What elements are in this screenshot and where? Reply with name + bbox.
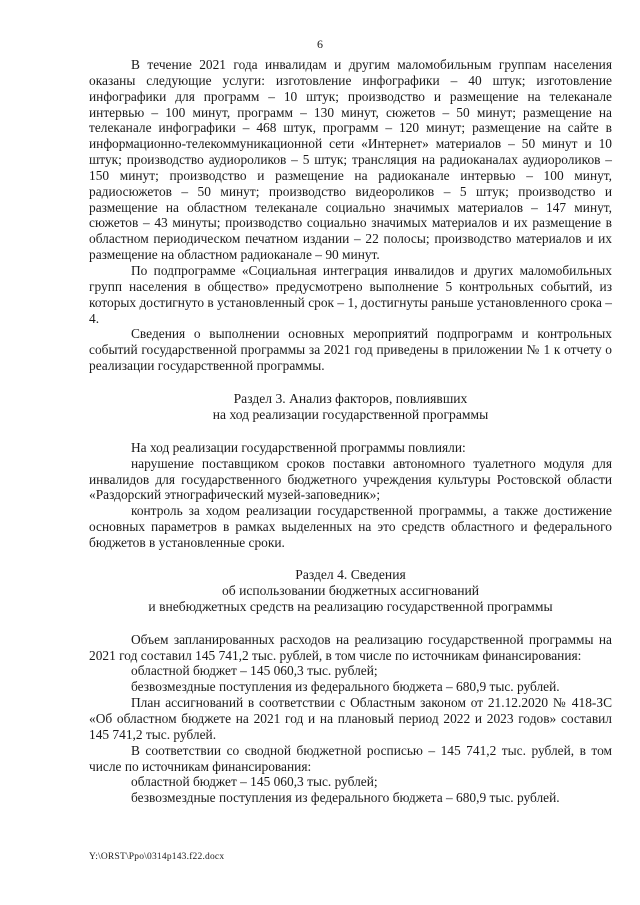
spacer: [89, 615, 612, 632]
section-3-title-line-1: Раздел 3. Анализ факторов, повлиявших: [233, 390, 468, 406]
spacer: [89, 374, 612, 391]
section-4-paragraph-federal-transfers-2: безвозмездные поступления из федерального бюджета – 680,9 тыс. рублей.: [131, 790, 560, 806]
paragraph-appendix-reference: Сведения о выполнении основных мероприятий подпрограмм и контрольных событий государственной программы за 2021 год приведены в приложении № 1 к отчету о реализации государственной программы.: [89, 326, 612, 374]
section-4-paragraph-regional-budget: областной бюджет – 145 060,3 тыс. рублей;: [131, 663, 378, 679]
section-4-title-line-1: Раздел 4. Сведения: [295, 566, 406, 582]
section-4-paragraph-allocation-plan: План ассигнований в соответствии с Областным законом от 21.12.2020 № 418-ЗС «Об областном бюджете на 2021 год и на плановый период 2022 и 2023 годов» составил 145 741,2 тыс. рублей.: [89, 695, 612, 742]
footer-file-path: Y:\ORST\Ppo\0314p143.f22.docx: [89, 852, 225, 862]
section-4-heading: [89, 567, 612, 615]
section-3-title-line-2: на ход реализации государственной программы: [212, 406, 489, 422]
section-4-paragraph-budget-schedule: В соответствии со сводной бюджетной росписью – 145 741,2 тыс. рублей, в том числе по источникам финансирования:: [89, 742, 612, 774]
section-4-paragraph-regional-budget-2: областной бюджет – 145 060,3 тыс. рублей;: [131, 774, 378, 790]
spacer: [89, 423, 612, 440]
section-3-paragraph-supplier-violation: нарушение поставщиком сроков поставки автономного туалетного модуля для инвалидов для государственного бюджетного учреждения культуры Ростовской области «Раздорский этнографический музей-заповедник»;: [89, 455, 612, 503]
section-3-heading: [89, 391, 612, 423]
section-4-title-line-2: об использовании бюджетных ассигнований: [221, 582, 480, 598]
page-number: 6: [317, 37, 323, 51]
paragraph-subprogram-events: По подпрограмме «Социальная интеграция инвалидов и других маломобильных групп населения в общество» предусмотрено выполнение 5 контрольных событий, из которых достигнуто в установленный срок – 1, достигнуты раньше установленного срока – 4.: [89, 262, 612, 326]
section-4-paragraph-planned-expenses: Объем запланированных расходов на реализацию государственной программы на 2021 год составил 145 741,2 тыс. рублей, в том числе по источникам финансирования:: [89, 631, 612, 663]
section-3-paragraph-control: контроль за ходом реализации государственной программы, а также достижение основных параметров в рамках выделенных на это средств областного и федерального бюджетов в установленные сроки.: [89, 503, 612, 550]
section-4-paragraph-federal-transfers: безвозмездные поступления из федерального бюджета – 680,9 тыс. рублей.: [131, 679, 560, 695]
paragraph-services-2021: В течение 2021 года инвалидам и другим маломобильным группам населения оказаны следующие услуги: изготовление инфографики – 40 штук; изготовление инфографики для программ – 10 штук; производство и размещение на телеканале интервью – 100 минут, программ – 130 минут, сюжетов – 50 минут; размещение на телеканале инфографики – 468 штук, программ – 120 минут; размещение на сайте в информационно-телекоммуникационной сети «Интернет» материалов – 50 минут и 10 штук; производство аудиороликов – 5 штук; трансляция на радиоканалах аудиороликов – 150 минут; производство и размещение на радиоканале интервью – 100 минут, радиосюжетов – 50 минут; производство видеороликов – 5 штук; производство и размещение на областном телеканале социально значимых материалов – 147 минут, сюжетов – 43 минуты; производство социально значимых материалов и их размещение в областном периодическом печатном издании – 22 полосы; производство материалов и их размещение на областном радиоканале – 90 минут.: [89, 57, 612, 263]
document-body: [89, 57, 612, 806]
section-4-title-line-3: и внебюджетных средств на реализацию государственной программы: [148, 598, 553, 614]
spacer: [89, 551, 612, 567]
section-3-paragraph-intro: На ход реализации государственной программы повлияли:: [131, 439, 466, 455]
